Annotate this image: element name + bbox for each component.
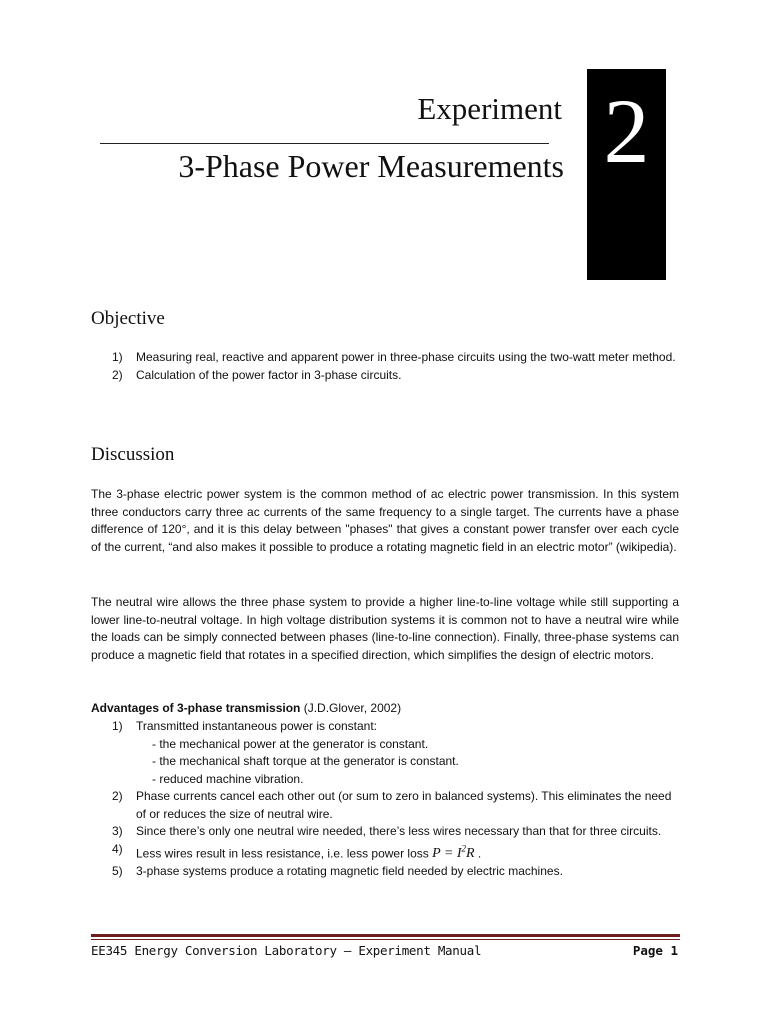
experiment-label: Experiment xyxy=(417,91,562,126)
formula-end: R xyxy=(466,846,475,862)
power-loss-formula xyxy=(432,843,475,862)
list-item xyxy=(112,788,679,823)
list-item-text: Calculation of the power factor in 3-phase circuits. xyxy=(136,367,402,382)
chapter-number: 2 xyxy=(603,80,650,182)
list-item xyxy=(112,841,679,863)
advantages-title: Advantages of 3-phase transmission xyxy=(91,701,301,715)
discussion-paragraph-2: The neutral wire allows the three phase system to provide a higher line-to-line voltage while still supporting a lower line-to-neutral voltage. In high voltage distribution systems it is common not to have a neutral wire while the loads can be simply connected between phases (line-to-line connection). Finally, three-phase systems can produce a magnetic field that rotates in a specified direction, which simplifies the design of electric motors. xyxy=(91,595,679,662)
list-item-number: 3) xyxy=(112,824,123,838)
list-item-text: Since there’s only one neutral wire needed, there’s less wires necessary than that for three circuits. xyxy=(136,824,662,838)
list-item xyxy=(112,349,679,367)
formula-exponent: 2 xyxy=(461,843,467,854)
list-item xyxy=(112,718,679,788)
chapter-number-block xyxy=(587,69,666,280)
discussion-heading: Discussion xyxy=(91,444,175,465)
objective-list xyxy=(112,349,679,384)
advantages-list xyxy=(112,718,679,880)
formula-trailing: . xyxy=(474,846,482,861)
footer-manual-title: EE345 Energy Conversion Laboratory – Experiment Manual xyxy=(91,943,482,958)
footer-divider-thin xyxy=(91,939,680,940)
sub-item: - the mechanical power at the generator is constant. xyxy=(152,736,429,751)
discussion-paragraph-1: The 3-phase electric power system is the common method of ac electric power transmission. In this system three conductors carry three ac currents of the same frequency to a single target. The currents have a phase difference of 120°, and it is this delay between "phases" that gives a constant power transfer over each cycle of the current, “and also makes it possible to produce a rotating magnetic field in an electric motor” (wikipedia). xyxy=(91,487,679,554)
list-item-text: Measuring real, reactive and apparent power in three-phase circuits using the two-watt meter method. xyxy=(136,350,676,364)
objective-heading: Objective xyxy=(91,308,165,329)
sub-item: - the mechanical shaft torque at the generator is constant. xyxy=(152,754,459,768)
list-item-number: 1) xyxy=(112,719,123,733)
list-item-number: 1) xyxy=(112,350,123,364)
list-item-number: 2) xyxy=(112,789,123,803)
list-item-text: 3-phase systems produce a rotating magnetic field needed by electric machines. xyxy=(136,863,563,878)
list-item-main-text: Less wires result in less resistance, i.e. less power loss xyxy=(136,846,433,861)
list-item-number: 2) xyxy=(112,367,123,382)
list-item-text: Phase currents cancel each other out (or sum to zero in balanced systems). This eliminates the need of or reduces the size of neutral wire. xyxy=(136,789,672,821)
advantages-citation: (J.D.Glover, 2002) xyxy=(300,701,402,715)
advantages-heading xyxy=(91,700,679,718)
list-item xyxy=(112,823,679,841)
footer-page-number: Page 1 xyxy=(632,943,678,958)
list-item-number: 4) xyxy=(112,841,123,856)
list-item-number: 5) xyxy=(112,863,123,878)
formula-base: P = I xyxy=(432,846,462,862)
list-item-main-text: Transmitted instantaneous power is constant: xyxy=(136,719,378,733)
title-divider xyxy=(100,143,549,144)
list-item-text xyxy=(136,841,679,863)
list-item-text xyxy=(136,718,679,788)
list-item xyxy=(112,367,679,385)
sub-item: - reduced machine vibration. xyxy=(152,771,304,786)
list-item xyxy=(112,863,679,881)
footer-divider-thick xyxy=(91,934,680,937)
page-title: 3-Phase Power Measurements xyxy=(178,148,564,184)
